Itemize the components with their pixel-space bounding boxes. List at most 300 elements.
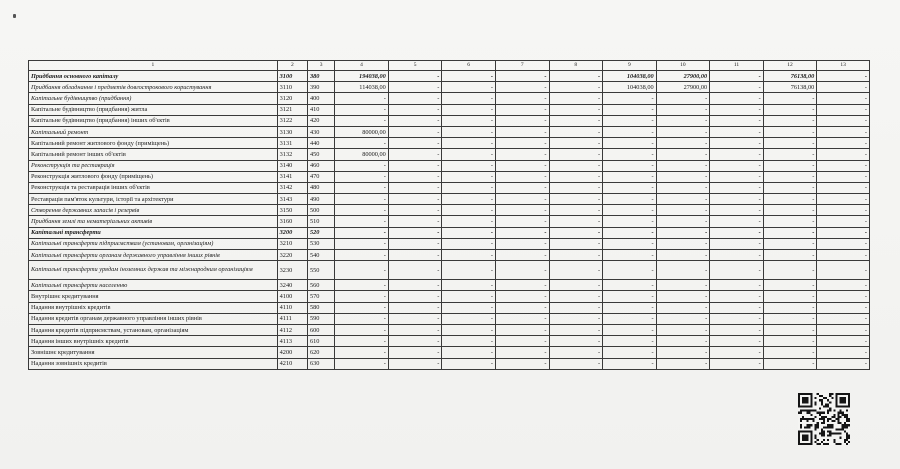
- amount-cell: -: [710, 302, 764, 313]
- amount-cell: -: [442, 291, 496, 302]
- amount-cell: -: [388, 82, 442, 93]
- row-code: 3110: [277, 82, 307, 93]
- amount-cell: -: [549, 115, 603, 126]
- amount-cell: -: [603, 126, 657, 137]
- amount-cell: -: [603, 358, 657, 369]
- amount-cell: -: [656, 336, 710, 347]
- table-row: [29, 71, 870, 82]
- amount-cell: -: [442, 280, 496, 291]
- amount-cell: -: [549, 358, 603, 369]
- amount-cell: -: [388, 194, 442, 205]
- amount-cell: -: [495, 336, 549, 347]
- amount-cell: -: [442, 336, 496, 347]
- row-code: 3100: [277, 71, 307, 82]
- amount-cell: -: [710, 336, 764, 347]
- amount-cell: -: [817, 138, 870, 149]
- table-row: [29, 149, 870, 160]
- amount-cell: -: [335, 358, 389, 369]
- amount-cell: -: [495, 313, 549, 324]
- amount-cell: -: [335, 302, 389, 313]
- row-line-code: 570: [307, 291, 334, 302]
- row-line-code: 380: [307, 71, 334, 82]
- amount-cell: -: [388, 104, 442, 115]
- row-line-code: 520: [307, 227, 334, 238]
- amount-cell: -: [335, 216, 389, 227]
- amount-cell: -: [388, 336, 442, 347]
- row-name: Капітальний ремонт житлового фонду (приміщень): [29, 138, 278, 149]
- amount-cell: -: [763, 291, 817, 302]
- row-line-code: 500: [307, 205, 334, 216]
- amount-cell: -: [442, 182, 496, 193]
- row-line-code: 420: [307, 115, 334, 126]
- amount-cell: -: [388, 205, 442, 216]
- amount-cell: -: [388, 358, 442, 369]
- amount-cell: -: [495, 138, 549, 149]
- row-line-code: 610: [307, 336, 334, 347]
- column-number: 7: [495, 61, 549, 71]
- row-code: 4110: [277, 302, 307, 313]
- amount-cell: -: [495, 261, 549, 280]
- amount-cell: -: [335, 336, 389, 347]
- row-line-code: 460: [307, 160, 334, 171]
- table-row: [29, 291, 870, 302]
- amount-cell: -: [603, 171, 657, 182]
- amount-cell: -: [656, 182, 710, 193]
- column-number: 9: [603, 61, 657, 71]
- row-line-code: 400: [307, 93, 334, 104]
- amount-cell: -: [656, 302, 710, 313]
- amount-cell: -: [335, 291, 389, 302]
- amount-cell: -: [335, 238, 389, 249]
- amount-cell: -: [817, 194, 870, 205]
- row-name: Реконструкція та реставрація: [29, 160, 278, 171]
- amount-cell: -: [335, 261, 389, 280]
- row-line-code: 440: [307, 138, 334, 149]
- amount-cell: -: [442, 93, 496, 104]
- amount-cell: -: [549, 149, 603, 160]
- column-number: 1: [29, 61, 278, 71]
- amount-cell: -: [710, 115, 764, 126]
- amount-cell: -: [656, 238, 710, 249]
- amount-cell: -: [603, 324, 657, 335]
- amount-cell: -: [656, 149, 710, 160]
- amount-cell: -: [656, 227, 710, 238]
- amount-cell: 114038,00: [335, 82, 389, 93]
- row-code: 3200: [277, 227, 307, 238]
- table-row: [29, 205, 870, 216]
- amount-cell: -: [442, 115, 496, 126]
- amount-cell: -: [495, 291, 549, 302]
- row-name: Реставрація пам'яток культури, історії та архітектури: [29, 194, 278, 205]
- amount-cell: -: [442, 82, 496, 93]
- amount-cell: -: [656, 205, 710, 216]
- amount-cell: -: [603, 336, 657, 347]
- table-row: [29, 250, 870, 261]
- amount-cell: -: [442, 227, 496, 238]
- amount-cell: -: [603, 227, 657, 238]
- amount-cell: -: [817, 71, 870, 82]
- amount-cell: -: [549, 93, 603, 104]
- amount-cell: -: [763, 261, 817, 280]
- amount-cell: -: [763, 358, 817, 369]
- amount-cell: -: [656, 291, 710, 302]
- amount-cell: -: [656, 280, 710, 291]
- amount-cell: -: [335, 347, 389, 358]
- amount-cell: -: [710, 205, 764, 216]
- amount-cell: -: [495, 238, 549, 249]
- column-number: 3: [307, 61, 334, 71]
- scan-speck: [13, 14, 16, 18]
- amount-cell: -: [549, 182, 603, 193]
- amount-cell: -: [817, 93, 870, 104]
- amount-cell: -: [388, 302, 442, 313]
- amount-cell: -: [549, 216, 603, 227]
- amount-cell: -: [549, 104, 603, 115]
- table-row: [29, 261, 870, 280]
- amount-cell: -: [603, 313, 657, 324]
- amount-cell: -: [388, 182, 442, 193]
- row-code: 3140: [277, 160, 307, 171]
- amount-cell: -: [817, 280, 870, 291]
- amount-cell: -: [763, 138, 817, 149]
- amount-cell: -: [817, 126, 870, 137]
- amount-cell: -: [495, 324, 549, 335]
- amount-cell: -: [763, 336, 817, 347]
- table-row: [29, 216, 870, 227]
- row-name: Внутрішнє кредитування: [29, 291, 278, 302]
- table-row: [29, 82, 870, 93]
- amount-cell: -: [549, 280, 603, 291]
- amount-cell: -: [763, 149, 817, 160]
- row-code: 4200: [277, 347, 307, 358]
- amount-cell: -: [656, 171, 710, 182]
- amount-cell: -: [442, 238, 496, 249]
- row-line-code: 470: [307, 171, 334, 182]
- amount-cell: 27900,00: [656, 71, 710, 82]
- amount-cell: -: [710, 126, 764, 137]
- row-name: Капітальний ремонт: [29, 126, 278, 137]
- amount-cell: -: [710, 82, 764, 93]
- amount-cell: -: [335, 194, 389, 205]
- amount-cell: -: [710, 104, 764, 115]
- amount-cell: -: [335, 138, 389, 149]
- amount-cell: -: [495, 250, 549, 261]
- amount-cell: -: [549, 261, 603, 280]
- table-row: [29, 358, 870, 369]
- row-name: Реконструкція житлового фонду (приміщень): [29, 171, 278, 182]
- amount-cell: -: [603, 205, 657, 216]
- amount-cell: -: [710, 313, 764, 324]
- amount-cell: -: [388, 347, 442, 358]
- column-number: 5: [388, 61, 442, 71]
- amount-cell: -: [388, 171, 442, 182]
- row-name: Надання кредитів органам державного управління інших рівнів: [29, 313, 278, 324]
- amount-cell: -: [603, 216, 657, 227]
- column-number: 11: [710, 61, 764, 71]
- row-line-code: 430: [307, 126, 334, 137]
- amount-cell: -: [495, 347, 549, 358]
- amount-cell: -: [656, 115, 710, 126]
- amount-cell: -: [495, 104, 549, 115]
- amount-cell: -: [442, 126, 496, 137]
- table-row: [29, 313, 870, 324]
- amount-cell: -: [817, 313, 870, 324]
- row-code: 3132: [277, 149, 307, 160]
- amount-cell: -: [549, 71, 603, 82]
- row-name: Капітальне будівництво (придбання) інших об'єктів: [29, 115, 278, 126]
- row-code: 4113: [277, 336, 307, 347]
- amount-cell: 80000,00: [335, 149, 389, 160]
- amount-cell: -: [442, 261, 496, 280]
- row-name: Придбання землі та нематеріальних активів: [29, 216, 278, 227]
- amount-cell: -: [656, 93, 710, 104]
- amount-cell: -: [495, 182, 549, 193]
- row-code: 3120: [277, 93, 307, 104]
- amount-cell: -: [335, 160, 389, 171]
- amount-cell: -: [710, 194, 764, 205]
- row-line-code: 390: [307, 82, 334, 93]
- amount-cell: -: [335, 104, 389, 115]
- amount-cell: -: [335, 227, 389, 238]
- amount-cell: -: [710, 347, 764, 358]
- row-code: 3141: [277, 171, 307, 182]
- table-row: [29, 302, 870, 313]
- amount-cell: -: [442, 171, 496, 182]
- amount-cell: -: [656, 347, 710, 358]
- amount-cell: -: [442, 104, 496, 115]
- amount-cell: -: [388, 324, 442, 335]
- amount-cell: -: [549, 291, 603, 302]
- amount-cell: -: [388, 227, 442, 238]
- amount-cell: -: [710, 93, 764, 104]
- amount-cell: -: [710, 280, 764, 291]
- amount-cell: -: [388, 149, 442, 160]
- amount-cell: -: [603, 261, 657, 280]
- amount-cell: -: [763, 171, 817, 182]
- amount-cell: -: [656, 216, 710, 227]
- amount-cell: -: [603, 104, 657, 115]
- amount-cell: -: [442, 324, 496, 335]
- row-name: Капітальні трансферти: [29, 227, 278, 238]
- amount-cell: -: [710, 291, 764, 302]
- column-number: 4: [335, 61, 389, 71]
- amount-cell: -: [335, 250, 389, 261]
- row-code: 3230: [277, 261, 307, 280]
- row-name: Капітальні трансферти населенню: [29, 280, 278, 291]
- amount-cell: -: [549, 250, 603, 261]
- table-row: [29, 280, 870, 291]
- amount-cell: -: [495, 205, 549, 216]
- amount-cell: -: [442, 71, 496, 82]
- amount-cell: -: [442, 216, 496, 227]
- amount-cell: -: [335, 313, 389, 324]
- amount-cell: -: [603, 93, 657, 104]
- row-code: 4112: [277, 324, 307, 335]
- row-name: Придбання обладнання і предметів довгострокового користування: [29, 82, 278, 93]
- amount-cell: -: [763, 238, 817, 249]
- amount-cell: -: [656, 324, 710, 335]
- row-name: Капітальне будівництво (придбання) житла: [29, 104, 278, 115]
- amount-cell: -: [495, 302, 549, 313]
- amount-cell: -: [817, 227, 870, 238]
- amount-cell: -: [549, 82, 603, 93]
- amount-cell: -: [603, 238, 657, 249]
- amount-cell: -: [656, 138, 710, 149]
- row-code: 3210: [277, 238, 307, 249]
- row-code: 4111: [277, 313, 307, 324]
- amount-cell: -: [388, 115, 442, 126]
- amount-cell: -: [763, 205, 817, 216]
- amount-cell: -: [710, 261, 764, 280]
- row-line-code: 510: [307, 216, 334, 227]
- column-number: 10: [656, 61, 710, 71]
- amount-cell: -: [763, 182, 817, 193]
- row-name: Капітальний ремонт інших об'єктів: [29, 149, 278, 160]
- amount-cell: -: [763, 126, 817, 137]
- row-code: 3142: [277, 182, 307, 193]
- table-row: [29, 324, 870, 335]
- amount-cell: -: [817, 160, 870, 171]
- amount-cell: -: [817, 302, 870, 313]
- amount-cell: -: [495, 93, 549, 104]
- amount-cell: -: [763, 280, 817, 291]
- amount-cell: -: [388, 71, 442, 82]
- amount-cell: -: [495, 280, 549, 291]
- amount-cell: -: [495, 216, 549, 227]
- amount-cell: -: [763, 216, 817, 227]
- row-name: Капітальні трансферти урядам іноземних держав та міжнародним організаціям: [29, 261, 278, 280]
- row-name: Придбання основного капіталу: [29, 71, 278, 82]
- amount-cell: -: [817, 336, 870, 347]
- amount-cell: -: [495, 71, 549, 82]
- amount-cell: -: [388, 160, 442, 171]
- amount-cell: -: [763, 160, 817, 171]
- amount-cell: -: [549, 126, 603, 137]
- amount-cell: -: [603, 160, 657, 171]
- column-number: 8: [549, 61, 603, 71]
- row-line-code: 630: [307, 358, 334, 369]
- row-code: 3131: [277, 138, 307, 149]
- amount-cell: -: [763, 194, 817, 205]
- amount-cell: -: [442, 205, 496, 216]
- amount-cell: -: [656, 194, 710, 205]
- amount-cell: -: [495, 115, 549, 126]
- amount-cell: 194038,00: [335, 71, 389, 82]
- amount-cell: -: [656, 160, 710, 171]
- amount-cell: -: [817, 238, 870, 249]
- amount-cell: -: [817, 261, 870, 280]
- amount-cell: -: [763, 347, 817, 358]
- row-line-code: 600: [307, 324, 334, 335]
- amount-cell: -: [495, 358, 549, 369]
- amount-cell: -: [495, 194, 549, 205]
- amount-cell: -: [549, 347, 603, 358]
- row-line-code: 550: [307, 261, 334, 280]
- amount-cell: -: [335, 171, 389, 182]
- amount-cell: -: [710, 250, 764, 261]
- amount-cell: -: [763, 313, 817, 324]
- amount-cell: -: [335, 280, 389, 291]
- table-row: [29, 347, 870, 358]
- row-name: Реконструкція та реставрація інших об'єктів: [29, 182, 278, 193]
- amount-cell: -: [710, 216, 764, 227]
- amount-cell: -: [817, 358, 870, 369]
- row-code: 3150: [277, 205, 307, 216]
- row-code: 3121: [277, 104, 307, 115]
- amount-cell: -: [656, 104, 710, 115]
- row-code: 3122: [277, 115, 307, 126]
- amount-cell: -: [549, 227, 603, 238]
- amount-cell: -: [442, 302, 496, 313]
- amount-cell: -: [442, 149, 496, 160]
- table-row: [29, 104, 870, 115]
- amount-cell: -: [549, 160, 603, 171]
- table-row: [29, 194, 870, 205]
- amount-cell: -: [388, 250, 442, 261]
- amount-cell: -: [656, 261, 710, 280]
- table-body: [29, 61, 870, 370]
- amount-cell: -: [495, 227, 549, 238]
- table-row: [29, 336, 870, 347]
- row-name: Зовнішнє кредитування: [29, 347, 278, 358]
- amount-cell: -: [763, 93, 817, 104]
- amount-cell: -: [817, 291, 870, 302]
- amount-cell: -: [442, 250, 496, 261]
- amount-cell: -: [763, 227, 817, 238]
- amount-cell: -: [817, 182, 870, 193]
- amount-cell: -: [335, 324, 389, 335]
- amount-cell: -: [388, 138, 442, 149]
- amount-cell: -: [710, 149, 764, 160]
- row-line-code: 410: [307, 104, 334, 115]
- amount-cell: -: [603, 250, 657, 261]
- amount-cell: -: [549, 194, 603, 205]
- amount-cell: -: [388, 280, 442, 291]
- amount-cell: -: [388, 216, 442, 227]
- amount-cell: -: [710, 171, 764, 182]
- amount-cell: -: [495, 82, 549, 93]
- row-line-code: 580: [307, 302, 334, 313]
- amount-cell: -: [603, 291, 657, 302]
- amount-cell: -: [710, 324, 764, 335]
- amount-cell: -: [656, 313, 710, 324]
- table-row: [29, 93, 870, 104]
- amount-cell: -: [656, 126, 710, 137]
- amount-cell: 76138,00: [763, 71, 817, 82]
- amount-cell: 80000,00: [335, 126, 389, 137]
- table-row: [29, 171, 870, 182]
- amount-cell: -: [710, 227, 764, 238]
- row-name: Надання кредитів підприємствам, установам, організаціям: [29, 324, 278, 335]
- amount-cell: -: [388, 93, 442, 104]
- row-line-code: 450: [307, 149, 334, 160]
- amount-cell: -: [817, 171, 870, 182]
- amount-cell: -: [549, 324, 603, 335]
- amount-cell: -: [442, 194, 496, 205]
- amount-cell: 104038,00: [603, 82, 657, 93]
- amount-cell: -: [763, 104, 817, 115]
- row-line-code: 560: [307, 280, 334, 291]
- table-row: [29, 126, 870, 137]
- table-row: [29, 115, 870, 126]
- amount-cell: -: [549, 138, 603, 149]
- row-name: Створення державних запасів і резервів: [29, 205, 278, 216]
- amount-cell: -: [603, 182, 657, 193]
- row-code: 3240: [277, 280, 307, 291]
- row-code: 3130: [277, 126, 307, 137]
- amount-cell: -: [603, 302, 657, 313]
- amount-cell: -: [710, 182, 764, 193]
